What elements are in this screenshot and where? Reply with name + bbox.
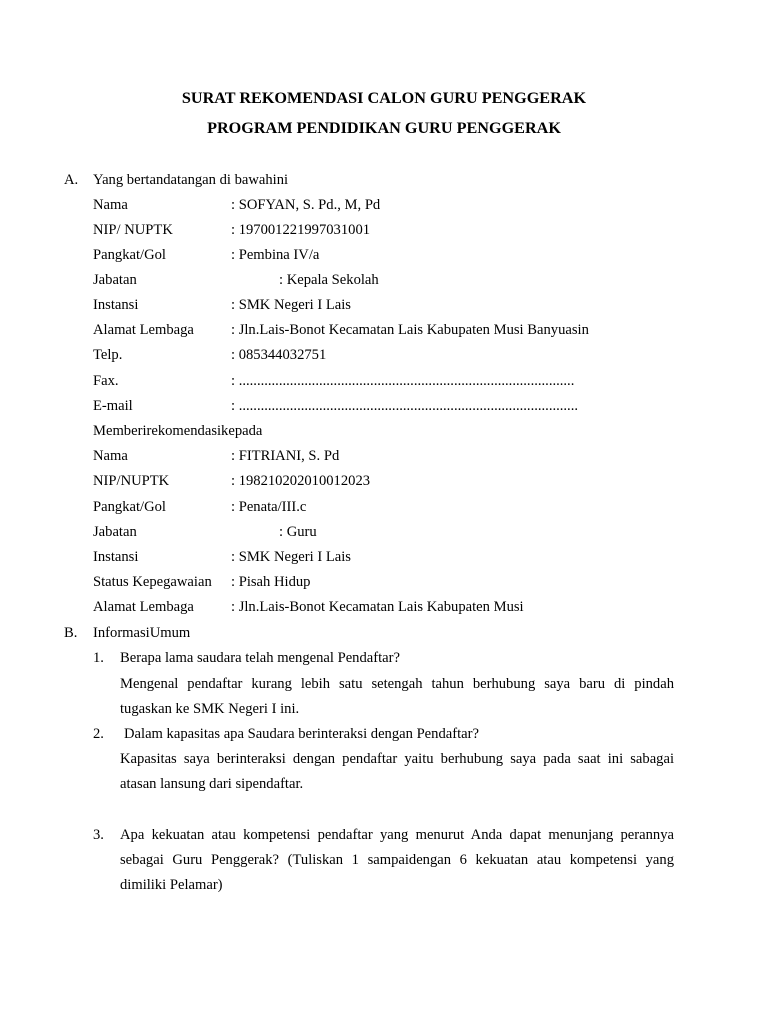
candidate-institution-value: : SMK Negeri I Lais [231,549,351,565]
candidate-institution-label: Instansi [93,549,139,565]
section-a-heading: Yang bertandatangan di bawahini [93,172,289,188]
candidate-address-value: : Jln.Lais-Bonot Kecamatan Lais Kabupaten Musi [231,599,524,615]
signer-name-value: : SOFYAN, S. Pd., M, Pd [231,197,381,213]
signer-position-label: Jabatan [93,272,137,288]
signer-address-label: Alamat Lembaga [93,322,194,338]
section-b-heading: InformasiUmum [93,625,191,641]
candidate-address-label: Alamat Lembaga [93,599,194,615]
signer-rank-value: : Pembina IV/a [231,247,320,263]
signer-institution-label: Instansi [93,297,139,313]
question-text: Apa kekuatan atau kompetensi pendaftar yang menurut Anda dapat menunjang perannya [120,827,674,843]
question-text: sebagai Guru Penggerak? (Tuliskan 1 sampaidengan 6 kekuatan atau kompetensi yang [120,852,674,868]
program-title: PROGRAM PENDIDIKAN GURU PENGGERAK [207,119,561,137]
candidate-rank-value: : Penata/III.c [231,499,307,515]
signer-name-label: Nama [93,197,128,213]
answer-line: tugaskan ke SMK Negeri I ini. [120,701,300,717]
letter-title: SURAT REKOMENDASI CALON GURU PENGGERAK [181,89,587,107]
candidate-status-label: Status Kepegawaian [93,574,212,590]
candidate-name-label: Nama [93,448,128,464]
candidate-name-value: : FITRIANI, S. Pd [231,448,340,464]
signer-position-value: : Kepala Sekolah [279,272,379,288]
candidate-position-label: Jabatan [93,524,137,540]
answer-line: Kapasitas saya berinteraksi dengan pendaftar yaitu berhubung saya pada saat ini sabagai [120,751,674,767]
signer-phone-value: : 085344032751 [231,347,327,363]
candidate-nip-label: NIP/NUPTK [93,473,170,489]
signer-fax-value: : ............................................................................................ [231,373,575,389]
question-text: Dalam kapasitas apa Saudara berinteraksi dengan Pendaftar? [124,726,479,742]
signer-fax-label: Fax. [93,373,119,389]
signer-institution-value: : SMK Negeri I Lais [231,297,351,313]
candidate-status-value: : Pisah Hidup [231,574,311,590]
question-number: 2. [93,726,104,742]
question-text: Berapa lama saudara telah mengenal Pendaftar? [120,650,400,666]
recommend-heading: Memberirekomendasikepada [93,423,263,439]
signer-nip-value: : 197001221997031001 [231,222,371,238]
question-number: 3. [93,827,104,843]
candidate-rank-label: Pangkat/Gol [93,499,166,515]
candidate-position-value: : Guru [279,524,317,540]
answer-line: Mengenal pendaftar kurang lebih satu setengah tahun berhubung saya baru di pindah [120,676,674,692]
answer-line: atasan lansung dari sipendaftar. [120,776,304,792]
signer-email-label: E-mail [93,398,133,414]
candidate-nip-value: : 198210202010012023 [231,473,371,489]
section-b-marker: B. [64,625,78,641]
signer-phone-label: Telp. [93,347,123,363]
section-a-marker: A. [64,172,79,188]
signer-address-value: : Jln.Lais-Bonot Kecamatan Lais Kabupaten Musi Banyuasin [231,322,589,338]
signer-nip-label: NIP/ NUPTK [93,222,173,238]
question-text: dimiliki Pelamar) [120,877,223,893]
signer-email-value: : ............................................................................................. [231,398,579,414]
signer-rank-label: Pangkat/Gol [93,247,166,263]
question-number: 1. [93,650,104,666]
